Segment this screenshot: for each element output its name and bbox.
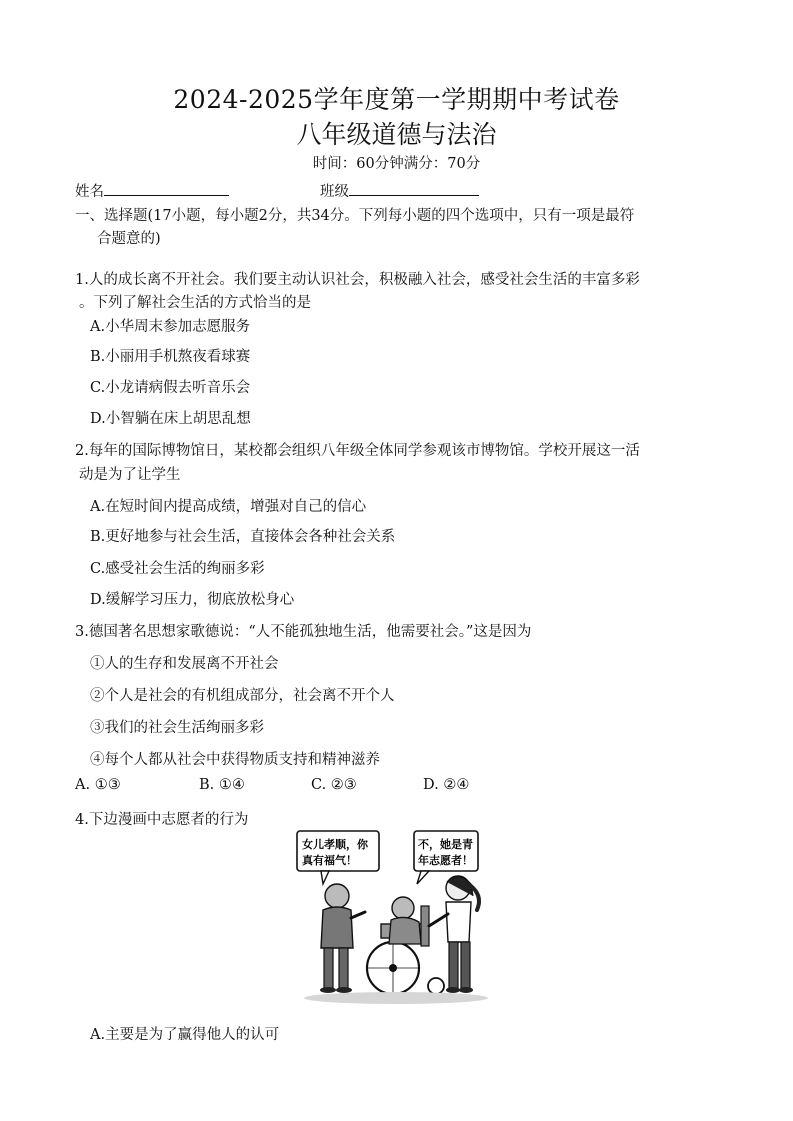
question-4-stem: 4.下边漫画中志愿者的行为 [75,812,249,828]
right-bubble-line2: 年志愿者！ [418,854,473,867]
question-3-choice-b[interactable]: B. ①④ [199,777,245,793]
exam-subject: 八年级道德与法治 [296,120,497,149]
elderly-man-figure [320,884,365,993]
question-1-stem: 1.人的成长离不开社会。我们要主动认识社会，积极融入社会，感受社会生活的丰富多彩 [75,272,640,288]
question-2-stem: 2.每年的国际博物馆日，某校都会组织八年级全体同学参观该市博物馆。学校开展这一活 [75,443,640,459]
section-instructions-cont: 合题意的) [97,231,161,247]
question-1-option-b[interactable]: B.小丽用手机熬夜看球赛 [90,349,251,365]
left-bubble-line1: 女儿孝顺，你 [302,838,368,851]
question-1-option-c[interactable]: C.小龙请病假去听音乐会 [90,380,251,396]
question-2-option-c[interactable]: C.感受社会生活的绚丽多彩 [90,561,265,577]
ground-shadow [304,992,488,1004]
class-blank[interactable] [349,181,479,196]
wheelchair-figure [367,897,444,994]
question-3-statement-1: ①人的生存和发展离不开社会 [90,656,279,672]
question-4-option-a[interactable]: A.主要是为了赢得他人的认可 [90,1027,280,1043]
question-2-option-b[interactable]: B.更好地参与社会生活，直接体会各种社会关系 [90,529,396,545]
question-3-choice-d[interactable]: D. ②④ [423,777,470,793]
class-label: 班级 [320,184,349,200]
volunteer-girl-figure [429,876,479,993]
exam-title: 2024-2025学年度第一学期期中考试卷 [173,85,620,114]
question-3-statement-2: ②个人是社会的有机组成部分，社会离不开个人 [90,688,395,704]
class-field [320,180,479,201]
right-bubble-tail [417,871,429,884]
name-label: 姓名 [75,184,104,200]
question-2-option-a[interactable]: A.在短时间内提高成绩，增强对自己的信心 [90,499,367,515]
left-bubble-tail [321,871,329,884]
question-3-statement-4: ④每个人都从社会中获得物质支持和精神滋养 [90,752,380,768]
volunteer-comic-illustration [293,826,499,1008]
question-3-choice-a[interactable]: A. ①③ [75,777,121,793]
question-2-stem-cont: 动是为了让学生 [79,467,181,483]
name-blank[interactable] [104,181,229,196]
exam-time-score: 时间：60分钟满分：70分 [312,156,481,172]
name-field [75,180,229,201]
question-1-stem-cont: 。下列了解社会生活的方式恰当的是 [79,295,311,311]
question-3-stem: 3.德国著名思想家歌德说：“人不能孤独地生活，他需要社会。”这是因为 [75,624,532,640]
right-bubble-line1: 不，她是青 [418,838,473,851]
question-3-choice-c[interactable]: C. ②③ [311,777,357,793]
left-bubble-line2: 真有福气！ [302,854,357,867]
question-2-option-d[interactable]: D.缓解学习压力，彻底放松身心 [90,592,295,608]
question-1-option-a[interactable]: A.小华周末参加志愿服务 [90,319,251,335]
question-3-statement-3: ③我们的社会生活绚丽多彩 [90,720,264,736]
question-1-option-d[interactable]: D.小智躺在床上胡思乱想 [90,411,251,427]
section-instructions: 一、选择题(17小题，每小题2分，共34分。下列每小题的四个选项中，只有一项是最符 [75,208,635,224]
